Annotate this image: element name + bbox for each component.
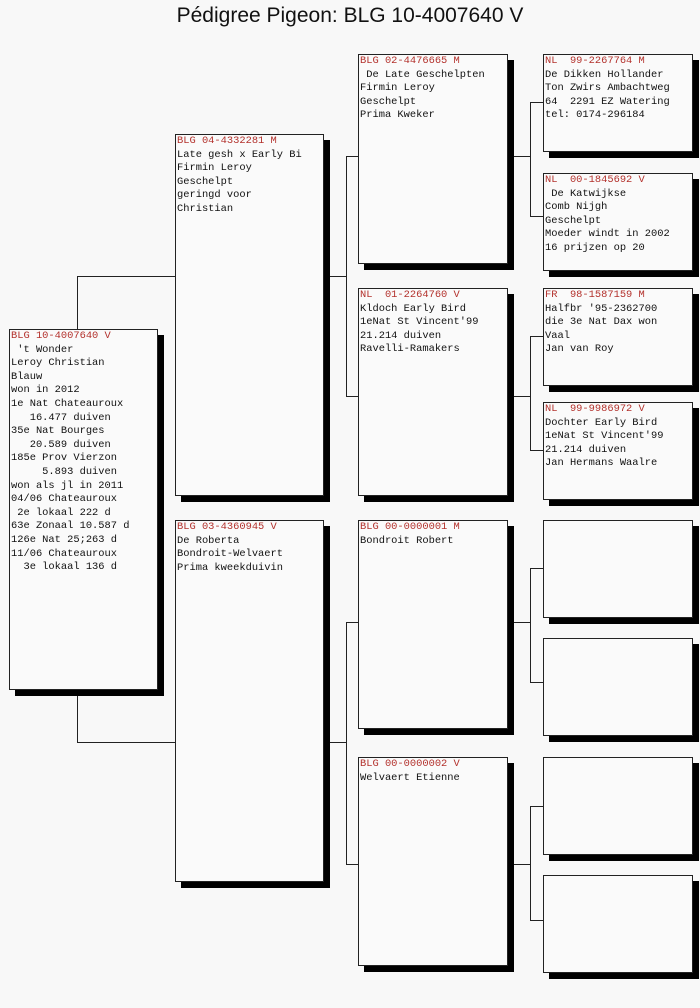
pigeon-info-line: die 3e Nat Dax won — [545, 316, 658, 329]
connector — [324, 742, 346, 743]
connector — [324, 276, 346, 277]
pigeon-info-line: 21.214 duiven — [545, 443, 627, 456]
pigeon-info-line: 't Wonder — [11, 343, 74, 356]
great-grandparent-card-mff[interactable] — [543, 520, 693, 618]
ring-number: BLG 00-0000002 V — [360, 758, 460, 770]
ring-number: BLG 10-4007640 V — [11, 330, 111, 342]
connector — [530, 920, 543, 921]
great-grandparent-card-fff[interactable] — [543, 54, 693, 152]
pigeon-info-line: Bondroit-Welvaert — [177, 548, 284, 561]
pigeon-info-line: Leroy Christian — [11, 357, 105, 370]
great-grandparent-card-mfm[interactable] — [543, 638, 693, 736]
connector — [530, 336, 531, 450]
page-title: Pédigree Pigeon: BLG 10-4007640 V — [176, 4, 524, 27]
connector — [530, 682, 543, 683]
pigeon-info-line: 64 2291 EZ Watering — [545, 95, 670, 108]
pigeon-info-line: 2e lokaal 222 d — [11, 506, 111, 519]
ring-number: BLG 00-0000001 M — [360, 521, 460, 533]
pigeon-info-line: Jan van Roy — [545, 343, 614, 356]
great-grandparent-card-fmf[interactable] — [543, 288, 693, 386]
maternal-grandfather-card[interactable] — [358, 520, 508, 729]
pigeon-info-line: Blauw — [11, 370, 43, 383]
great-grandparent-card-ffm[interactable] — [543, 173, 693, 271]
connector — [346, 156, 347, 396]
ring-number: FR 98-1587159 M — [545, 289, 645, 301]
pigeon-info-line: 16.477 duiven — [11, 411, 111, 424]
ring-number: NL 01-2264760 V — [360, 289, 460, 301]
pigeon-info-line: 3e lokaal 136 d — [11, 561, 118, 574]
connector — [508, 622, 530, 623]
pigeon-info-line: 63e Zonaal 10.587 d — [11, 520, 130, 533]
pigeon-info-line: Dochter Early Bird — [545, 416, 658, 429]
ring-number: BLG 03-4360945 V — [177, 521, 277, 533]
ring-number: NL 99-9986972 V — [545, 403, 645, 415]
maternal-grandmother-card[interactable] — [358, 757, 508, 966]
father-card[interactable] — [175, 134, 324, 496]
ring-number: BLG 02-4476665 M — [360, 55, 460, 67]
connector — [530, 216, 543, 217]
pigeon-info-line: De Roberta — [177, 534, 240, 547]
pigeon-info-line: Bondroit Robert — [360, 534, 454, 547]
connector — [530, 450, 543, 451]
pigeon-info-line: 11/06 Chateauroux — [11, 547, 118, 560]
connector — [77, 276, 176, 277]
great-grandparent-card-mmf[interactable] — [543, 757, 693, 855]
pigeon-info-line: geringd voor — [177, 189, 252, 202]
pigeon-info-line: Moeder windt in 2002 — [545, 228, 670, 241]
connector — [346, 864, 358, 865]
pigeon-info-line: Halfbr '95-2362700 — [545, 302, 658, 315]
paternal-grandfather-card[interactable] — [358, 54, 508, 264]
pigeon-info-line: Christian — [177, 202, 234, 215]
pigeon-info-line: Geschelpt — [545, 214, 602, 227]
pigeon-info-line: 21.214 duiven — [360, 329, 442, 342]
connector — [346, 622, 358, 623]
connector — [346, 156, 358, 157]
pigeon-info-line: Comb Nijgh — [545, 201, 608, 214]
ring-number: NL 99-2267764 M — [545, 55, 645, 67]
connector — [77, 742, 176, 743]
pigeon-info-line: Geschelpt — [177, 175, 234, 188]
connector — [530, 102, 543, 103]
pigeon-info-line: De Late Geschelpten — [360, 68, 485, 81]
pigeon-info-line: 5.893 duiven — [11, 465, 118, 478]
connector — [530, 102, 531, 216]
connector — [530, 336, 543, 337]
pigeon-info-line: Kldoch Early Bird — [360, 302, 467, 315]
connector — [77, 276, 78, 330]
connector — [77, 690, 78, 742]
pigeon-info-line: Firmin Leroy — [177, 162, 252, 175]
pigeon-info-line: 35e Nat Bourges — [11, 425, 105, 438]
pigeon-info-line: won als jl in 2011 — [11, 479, 124, 492]
pigeon-info-line: Firmin Leroy — [360, 82, 435, 95]
pigeon-info-line: 04/06 Chateauroux — [11, 493, 118, 506]
pigeon-info-line: Prima Kweker — [360, 109, 435, 122]
pigeon-info-line: tel: 0174-296184 — [545, 109, 645, 122]
pigeon-info-line: 16 prijzen op 20 — [545, 241, 645, 254]
pigeon-info-line: Jan Hermans Waalre — [545, 457, 658, 470]
great-grandparent-card-fmm[interactable] — [543, 402, 693, 500]
pigeon-info-line: 185e Prov Vierzon — [11, 452, 118, 465]
great-grandparent-card-mmm[interactable] — [543, 875, 693, 973]
connector — [530, 568, 543, 569]
subject-pigeon-card[interactable] — [9, 329, 158, 690]
pigeon-info-line: Ton Zwirs Ambachtweg — [545, 82, 670, 95]
pigeon-info-line: De Dikken Hollander — [545, 68, 664, 81]
connector — [530, 806, 543, 807]
pigeon-info-line: Ravelli-Ramakers — [360, 343, 460, 356]
pigeon-info-line: 1e Nat Chateauroux — [11, 397, 124, 410]
connector — [346, 622, 347, 864]
pigeon-info-line: Geschelpt — [360, 95, 417, 108]
pigeon-info-line: 1eNat St Vincent'99 — [360, 316, 479, 329]
mother-card[interactable] — [175, 520, 324, 882]
pigeon-info-line: 20.589 duiven — [11, 438, 111, 451]
connector — [346, 396, 358, 397]
pigeon-info-line: Late gesh x Early Bi — [177, 148, 302, 161]
ring-number: NL 00-1845692 V — [545, 174, 645, 186]
pigeon-info-line: 1eNat St Vincent'99 — [545, 430, 664, 443]
connector — [530, 806, 531, 920]
paternal-grandmother-card[interactable] — [358, 288, 508, 496]
pigeon-info-line: Vaal — [545, 329, 570, 342]
pigeon-info-line: Prima kweekduivin — [177, 561, 284, 574]
connector — [530, 568, 531, 682]
connector — [508, 864, 530, 865]
pigeon-info-line: De Katwijkse — [545, 187, 627, 200]
connector — [508, 396, 530, 397]
pigeon-info-line: 126e Nat 25;263 d — [11, 533, 118, 546]
pigeon-info-line: Welvaert Etienne — [360, 771, 460, 784]
pigeon-info-line: won in 2012 — [11, 384, 80, 397]
ring-number: BLG 04-4332281 M — [177, 135, 277, 147]
connector — [508, 156, 530, 157]
